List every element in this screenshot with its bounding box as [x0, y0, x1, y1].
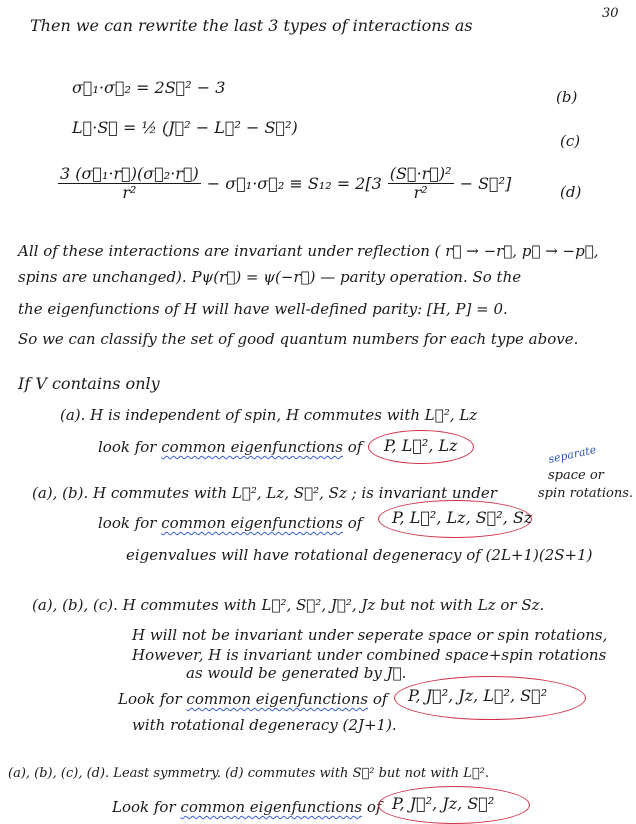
case-a-look: [98, 438, 362, 456]
case-a-look-underlined: common eigenfunctions: [161, 438, 343, 456]
case-abc-degeneracy: with rotational degeneracy (2J+1).: [132, 716, 397, 734]
case-ab-look-prefix: look for: [98, 514, 157, 532]
case-a-line: (a). H is independent of spin, H commutes with L⃗², Lz: [60, 406, 478, 424]
spin-fraction-numerator: (S⃗·r⃗)²: [389, 164, 452, 183]
intro-line: Then we can rewrite the last 3 types of interactions as: [30, 16, 473, 35]
spin-fraction-denominator: r²: [413, 182, 428, 202]
case-ab-note-1: space or: [548, 468, 604, 483]
tensor-middle: − σ⃗₁·σ⃗₂ ≡ S₁₂ = 2[3: [206, 173, 382, 193]
case-abc-look-suffix: of: [372, 690, 388, 708]
case-abc-line-4: as would be generated by J⃗.: [186, 664, 407, 682]
case-abcd-look-prefix: Look for: [112, 798, 176, 816]
paragraph-line-3: the eigenfunctions of H will have well-defined parity: [H, P] = 0.: [18, 300, 508, 318]
page-number: 30: [602, 6, 619, 21]
case-abcd-look-suffix: of: [366, 798, 382, 816]
case-ab-note-2: spin rotations.: [538, 486, 634, 501]
case-abc-look-underlined: common eigenfunctions: [186, 690, 369, 708]
paragraph-line-4: So we can classify the set of good quantum numbers for each type above.: [18, 330, 579, 348]
case-abc-set: P, J⃗², Jz, L⃗², S⃗²: [408, 686, 548, 705]
case-ab-look-underlined: common eigenfunctions: [161, 514, 343, 532]
tensor-fraction-numerator: 3 (σ⃗₁·r⃗)(σ⃗₂·r⃗): [60, 164, 199, 183]
case-abc-line-3: However, H is invariant under combined space+spin rotations: [132, 646, 607, 664]
paragraph-line-2: spins are unchanged). Pψ(r⃗) = ψ(−r⃗) — parity operation. So the: [18, 268, 522, 286]
case-abc-look: [118, 690, 387, 708]
if-line: If V contains only: [18, 374, 160, 393]
equation-b-label: (b): [556, 88, 578, 106]
equation-c-label: (c): [560, 132, 581, 150]
case-abcd-set: P, J⃗², Jz, S⃗²: [392, 794, 495, 813]
equation-c: L⃗·S⃗ = ½ (J⃗² − L⃗² − S⃗²): [72, 118, 298, 137]
case-ab-set: P, L⃗², Lz, S⃗², Sz: [392, 508, 533, 527]
case-a-set: P, L⃗², Lz: [384, 436, 458, 455]
tensor-tail: − S⃗²]: [459, 173, 512, 193]
case-abc-line-2: H will not be invariant under seperate space or spin rotations,: [132, 626, 608, 644]
tensor-fraction-denominator: r²: [122, 182, 137, 202]
case-abc-line-1: (a), (b), (c). H commutes with L⃗², S⃗², J⃗², Jz but not with Lz or Sz.: [32, 596, 545, 614]
case-abcd-look-underlined: common eigenfunctions: [180, 798, 363, 816]
equation-d: [58, 165, 511, 201]
case-ab-blue-note: separate: [547, 443, 598, 466]
spin-fraction: [388, 165, 454, 201]
case-a-look-prefix: look for: [98, 438, 157, 456]
case-abc-look-prefix: Look for: [118, 690, 182, 708]
equation-d-label: (d): [560, 183, 582, 201]
case-ab-look-suffix: of: [347, 514, 363, 532]
case-abcd-line: (a), (b), (c), (d). Least symmetry. (d) commutes with S⃗² but not with L⃗².: [8, 766, 490, 781]
case-ab-look: [98, 514, 362, 532]
paragraph-line-1: All of these interactions are invariant under reflection ( r⃗ → −r⃗, p⃗ → −p⃗,: [18, 242, 599, 260]
case-a-look-suffix: of: [347, 438, 363, 456]
case-abcd-look: [112, 798, 381, 816]
tensor-fraction: [58, 165, 201, 201]
equation-b: σ⃗₁·σ⃗₂ = 2S⃗² − 3: [72, 78, 226, 97]
case-ab-line: (a), (b). H commutes with L⃗², Lz, S⃗², Sz ; is invariant under: [32, 484, 497, 502]
case-ab-degeneracy: eigenvalues will have rotational degeneracy of (2L+1)(2S+1): [126, 546, 593, 564]
